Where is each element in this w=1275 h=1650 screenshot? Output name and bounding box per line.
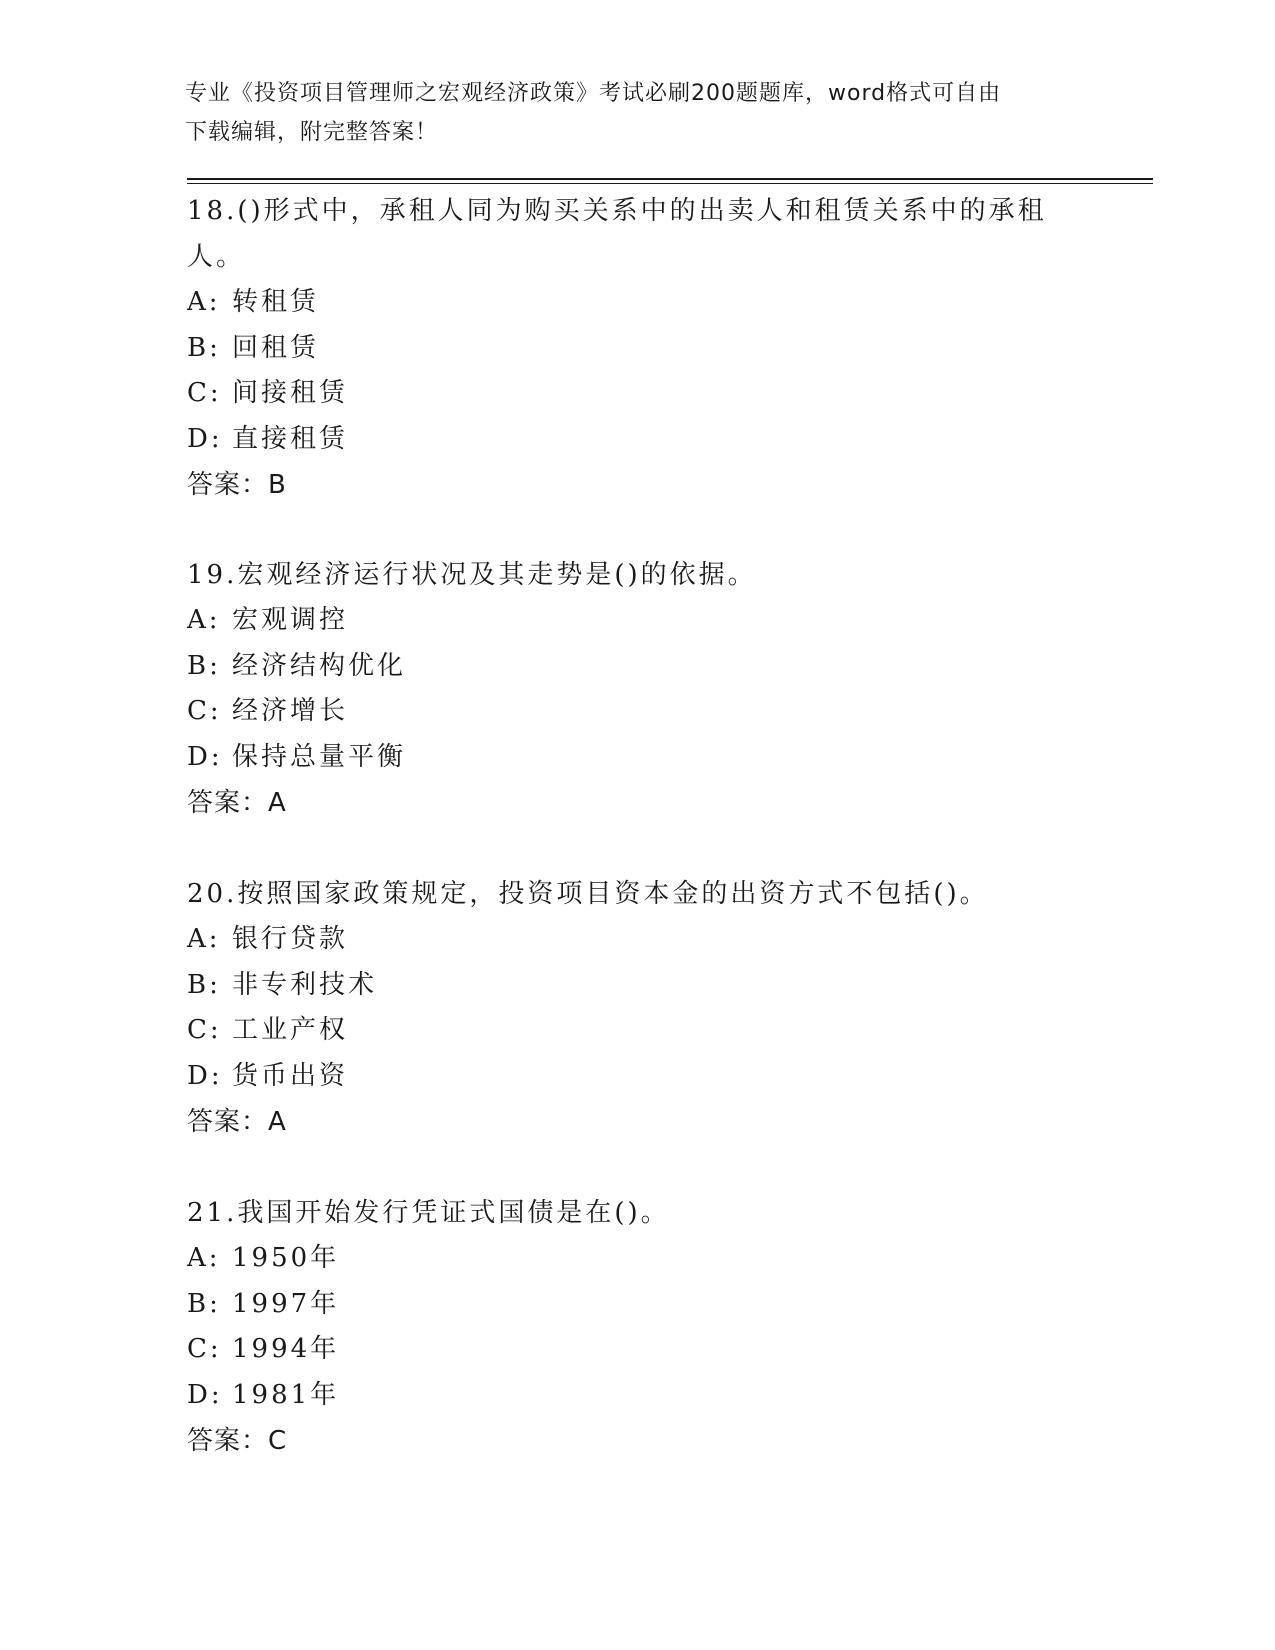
header-line-1: 专业《投资项目管理师之宏观经济政策》考试必刷200题题库，word格式可自由 — [185, 81, 1002, 106]
option-b — [187, 644, 1147, 690]
document-header — [185, 74, 1075, 152]
option-letter: B: — [187, 969, 221, 1000]
option-letter: D: — [187, 1379, 223, 1410]
header-divider-thin — [187, 183, 1153, 184]
option-a — [187, 598, 1147, 644]
option-letter: D: — [187, 741, 223, 772]
question-20 — [187, 871, 1147, 1145]
option-text: 工业产权 — [232, 1015, 349, 1045]
option-c — [187, 1008, 1147, 1054]
answer-line: 答案：C — [187, 1426, 288, 1456]
option-letter: B: — [187, 650, 221, 681]
option-letter: C: — [187, 1334, 222, 1364]
option-a — [187, 1236, 1147, 1282]
option-text: 间接租赁 — [232, 378, 349, 408]
option-d — [187, 1373, 1147, 1419]
question-21 — [187, 1190, 1147, 1464]
question-stem: 19.宏观经济运行状况及其走势是()的依据。 — [187, 560, 757, 590]
option-b — [187, 1282, 1147, 1328]
option-d — [187, 1054, 1147, 1100]
option-d — [187, 417, 1147, 463]
option-letter: C: — [187, 378, 222, 408]
header-divider-thick — [187, 178, 1153, 180]
option-text: 1950年 — [232, 1243, 340, 1273]
option-text: 1997年 — [232, 1288, 340, 1319]
option-text: 1981年 — [232, 1379, 340, 1410]
option-letter: B: — [187, 1288, 221, 1319]
option-letter: A: — [187, 1243, 221, 1273]
option-letter: D: — [187, 423, 223, 454]
question-19 — [187, 552, 1147, 826]
option-text: 非专利技术 — [232, 969, 378, 1000]
option-text: 经济增长 — [232, 696, 349, 726]
option-text: 宏观调控 — [232, 605, 349, 635]
option-a — [187, 280, 1147, 326]
option-text: 直接租赁 — [232, 423, 349, 454]
option-c — [187, 1327, 1147, 1373]
answer-line: 答案：B — [187, 470, 287, 500]
option-text: 经济结构优化 — [232, 650, 407, 681]
option-letter: D: — [187, 1060, 223, 1091]
option-letter: A: — [187, 287, 221, 317]
option-c — [187, 371, 1147, 417]
option-letter: B: — [187, 332, 221, 363]
option-text: 1994年 — [232, 1334, 340, 1364]
option-text: 转租赁 — [232, 287, 320, 317]
question-stem: 20.按照国家政策规定，投资项目资本金的出资方式不包括()。 — [187, 879, 989, 909]
option-letter: A: — [187, 924, 221, 954]
question-stem: 18.()形式中，承租人同为购买关系中的出卖人和租赁关系中的承租人。 — [187, 196, 1047, 272]
question-stem: 21.我国开始发行凭证式国债是在()。 — [187, 1198, 670, 1228]
option-letter: C: — [187, 696, 222, 726]
option-text: 保持总量平衡 — [232, 741, 407, 772]
option-text: 货币出资 — [232, 1060, 349, 1091]
option-b — [187, 326, 1147, 372]
option-c — [187, 689, 1147, 735]
option-text: 银行贷款 — [232, 924, 349, 954]
answer-line: 答案：A — [187, 788, 287, 818]
answer-line: 答案：A — [187, 1107, 287, 1137]
option-d — [187, 735, 1147, 781]
option-text: 回租赁 — [232, 332, 320, 363]
option-letter: C: — [187, 1015, 222, 1045]
header-line-2: 下载编辑，附完整答案！ — [185, 120, 439, 145]
question-18 — [187, 188, 1147, 508]
option-b — [187, 963, 1147, 1009]
option-a — [187, 917, 1147, 963]
option-letter: A: — [187, 605, 221, 635]
